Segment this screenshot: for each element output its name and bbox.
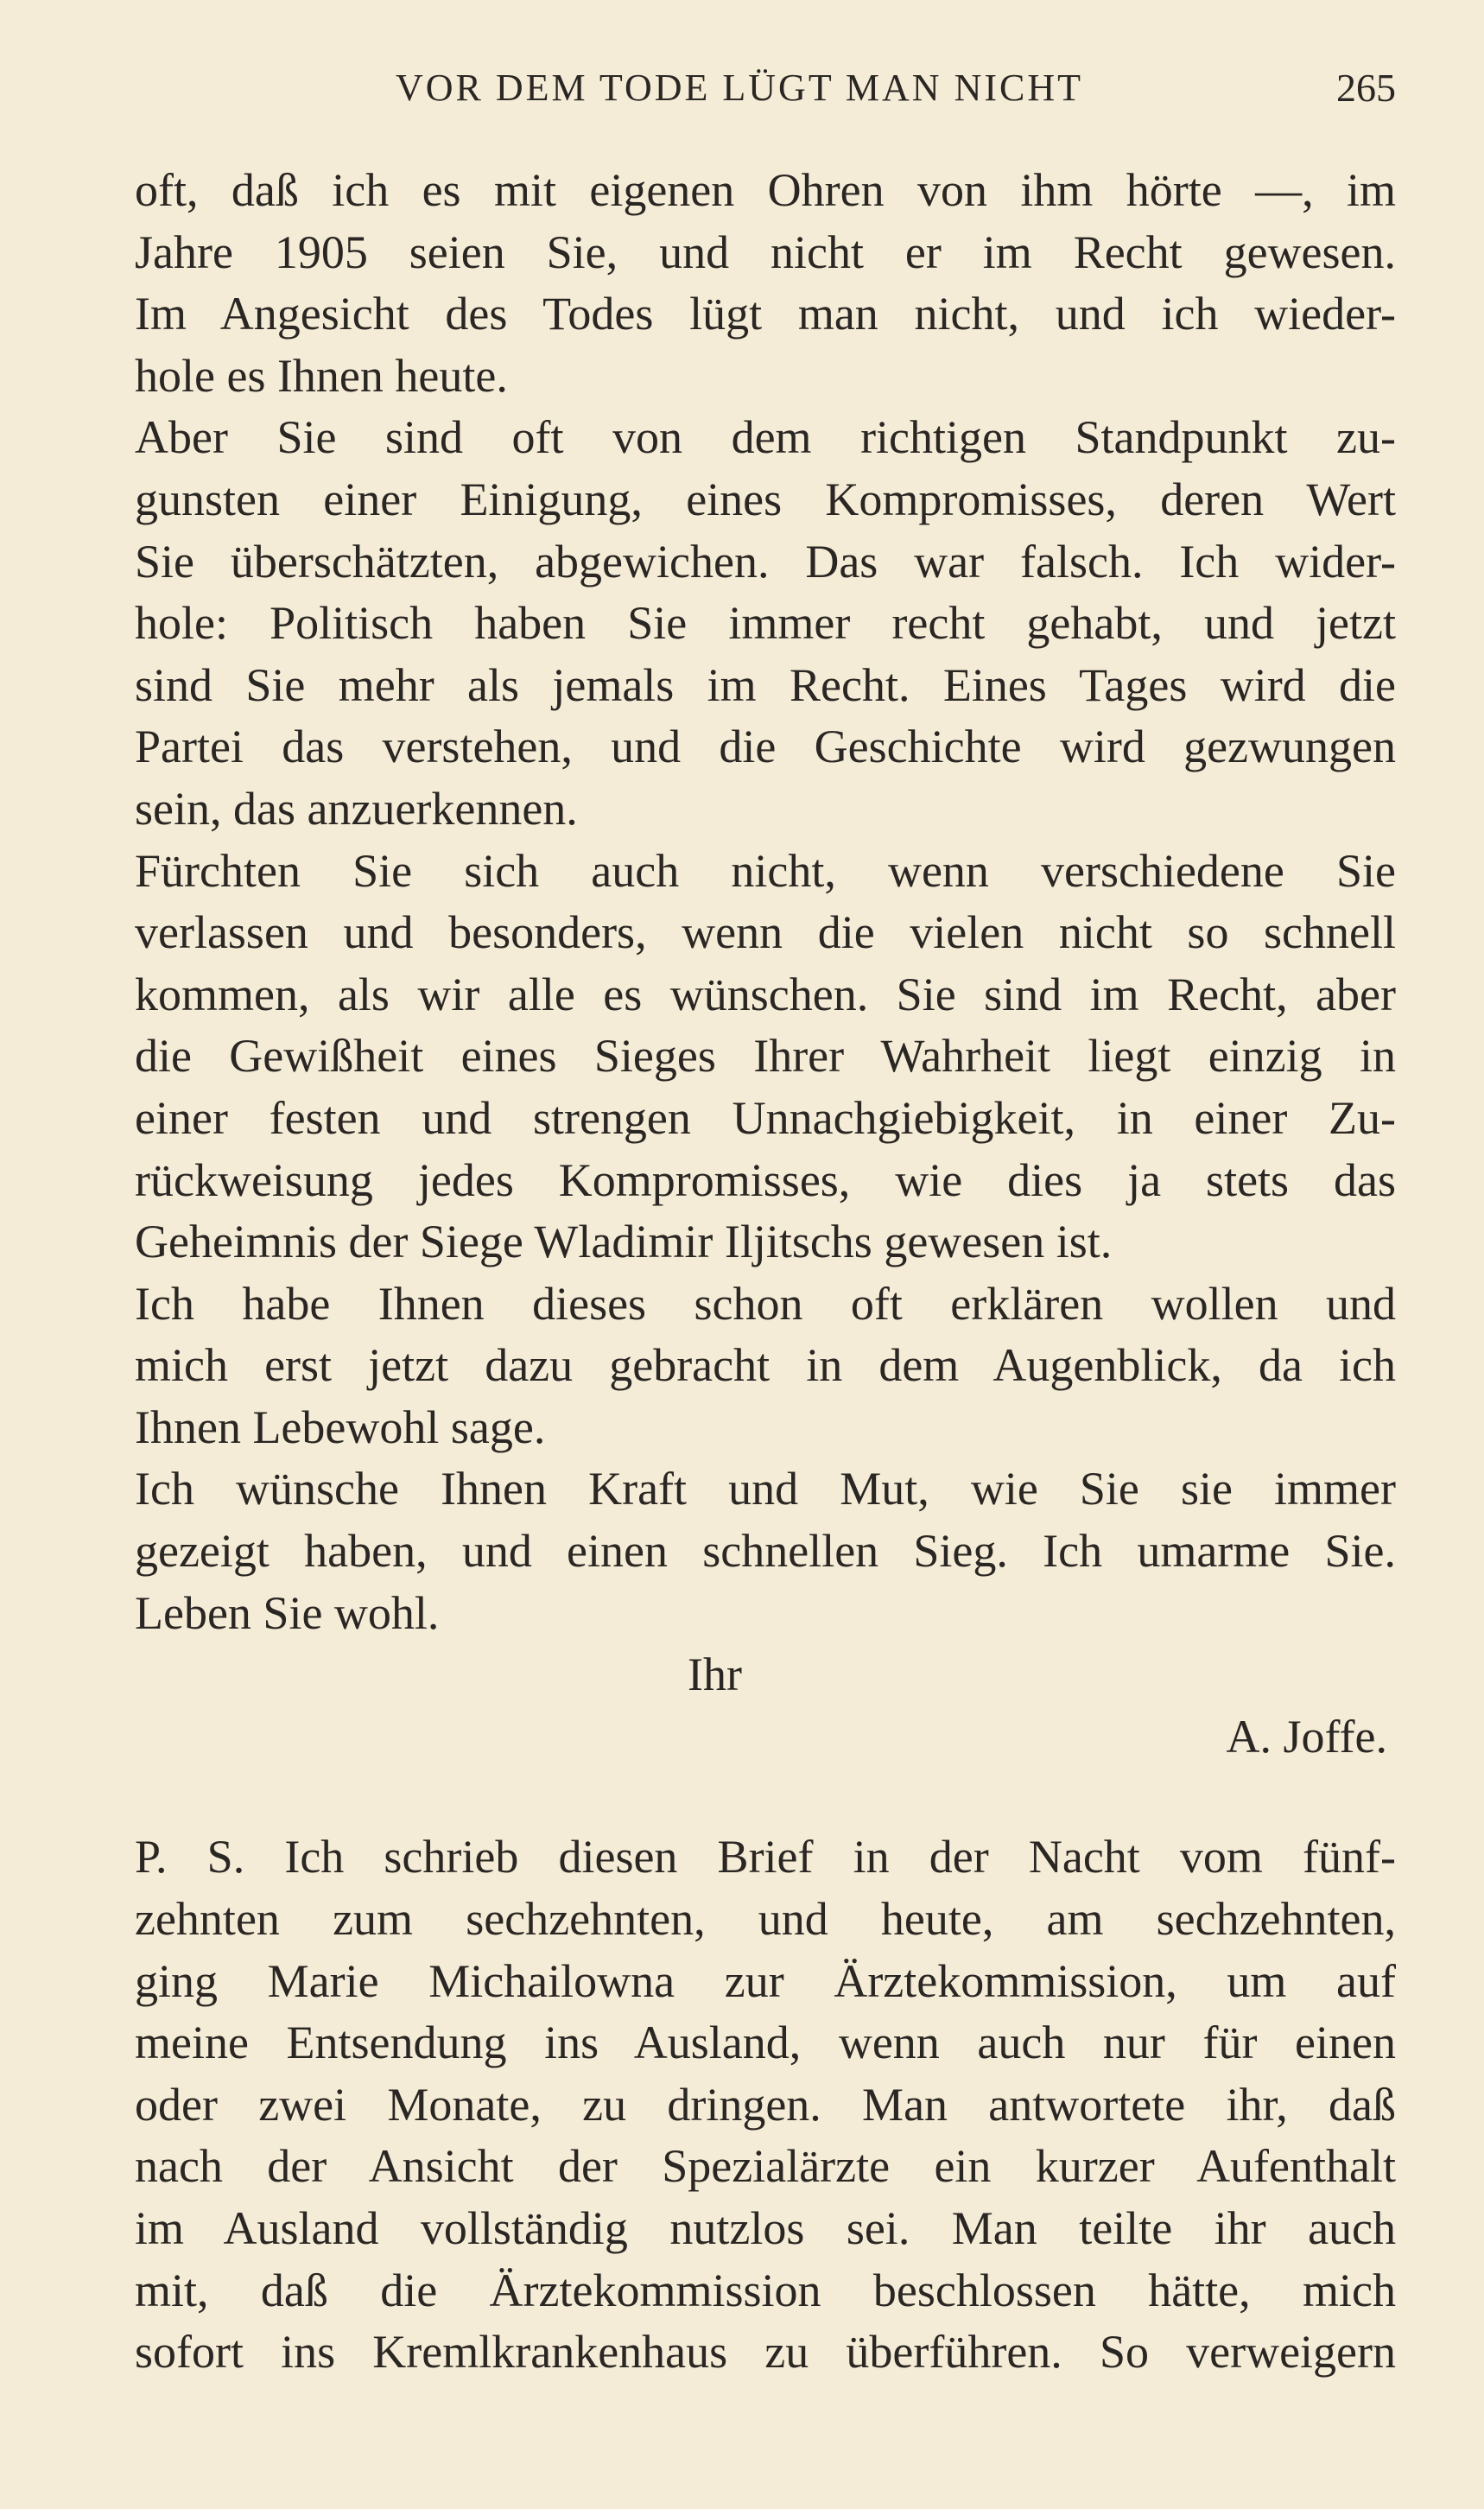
text-line: verlassen und besonders, wenn die vielen nicht so schnell — [135, 906, 1396, 959]
text-line: Ich habe Ihnen dieses schon oft erklären wollen und — [135, 1277, 1396, 1330]
text-line: Geheimnis der Siege Wladimir Iljitschs gewesen ist. — [135, 1216, 1113, 1268]
text-line: zehnten zum sechzehnten, und heute, am sechzehnten, — [135, 1893, 1396, 1946]
text-line: sein, das anzuerkennen. — [135, 782, 578, 835]
text-line: Partei das verstehen, und die Geschichte wird gezwungen — [135, 721, 1396, 773]
text-line: Aber Sie sind oft von dem richtigen Standpunkt zu- — [135, 411, 1396, 464]
paragraph-1 — [83, 160, 1396, 407]
text-line: einer festen und strengen Unnachgiebigkeit, in einer Zu- — [135, 1091, 1396, 1144]
text-line: rückweisung jedes Kompromisses, wie dies ja stets das — [135, 1153, 1396, 1206]
text-line: hole: Politisch haben Sie immer recht gehabt, und jetzt — [135, 597, 1396, 650]
text-line: meine Entsendung ins Ausland, wenn auch nur für einen — [135, 2017, 1396, 2069]
text-line: die Gewißheit eines Sieges Ihrer Wahrheit liegt einzig in — [135, 1030, 1396, 1083]
text-line: gezeigt haben, und einen schnellen Sieg. Ich umarme Sie. — [135, 1525, 1396, 1578]
salutation: Ihr — [688, 1648, 742, 1701]
text-line: P. S. Ich schrieb diesen Brief in der Nacht vom fünf- — [135, 1831, 1396, 1883]
text-line: Jahre 1905 seien Sie, und nicht er im Recht gewesen. — [135, 225, 1396, 278]
text-line: Fürchten Sie sich auch nicht, wenn verschiedene Sie — [135, 844, 1396, 897]
text-line: gunsten einer Einigung, eines Kompromisses, deren Wert — [135, 473, 1396, 525]
running-head — [83, 62, 1396, 114]
text-line: oft, daß ich es mit eigenen Ohren von ihm hörte —, im — [135, 164, 1396, 216]
text-line: Ich wünsche Ihnen Kraft und Mut, wie Sie sie immer — [135, 1463, 1396, 1515]
text-body — [83, 160, 1396, 2384]
text-line: ging Marie Michailowna zur Ärztekommission, um auf — [135, 1954, 1396, 2007]
letter-closing — [83, 1644, 1396, 1768]
paragraph-3 — [83, 841, 1396, 1274]
paragraph-2 — [83, 407, 1396, 840]
postscript — [83, 1826, 1396, 2383]
text-line: Im Angesicht des Todes lügt man nicht, und ich wieder- — [135, 288, 1396, 340]
paragraph-5 — [83, 1458, 1396, 1644]
running-title: VOR DEM TODE LÜGT MAN NICHT — [396, 67, 1083, 109]
text-line: mit, daß die Ärztekommission beschlossen hätte, mich — [135, 2264, 1396, 2316]
text-line: nach der Ansicht der Spezialärzte ein kurzer Aufenthalt — [135, 2140, 1396, 2193]
page-number: 265 — [1336, 66, 1396, 110]
text-line: Sie überschätzten, abgewichen. Das war falsch. Ich wider- — [135, 535, 1396, 588]
signature: A. Joffe. — [1226, 1710, 1387, 1763]
text-line: mich erst jetzt dazu gebracht in dem Augenblick, da ich — [135, 1339, 1396, 1392]
text-line: kommen, als wir alle es wünschen. Sie sind im Recht, aber — [135, 968, 1396, 1020]
text-line: sofort ins Kremlkrankenhaus zu überführen. So verweigern — [135, 2326, 1396, 2379]
text-line: im Ausland vollständig nutzlos sei. Man teilte ihr auch — [135, 2202, 1396, 2254]
text-line: Ihnen Lebewohl sage. — [135, 1401, 546, 1453]
text-line: sind Sie mehr als jemals im Recht. Eines Tages wird die — [135, 658, 1396, 711]
text-line: Leben Sie wohl. — [135, 1586, 440, 1639]
paragraph-4 — [83, 1274, 1396, 1459]
text-line: oder zwei Monate, zu dringen. Man antwortete ihr, daß — [135, 2078, 1396, 2131]
text-line: hole es Ihnen heute. — [135, 349, 508, 402]
